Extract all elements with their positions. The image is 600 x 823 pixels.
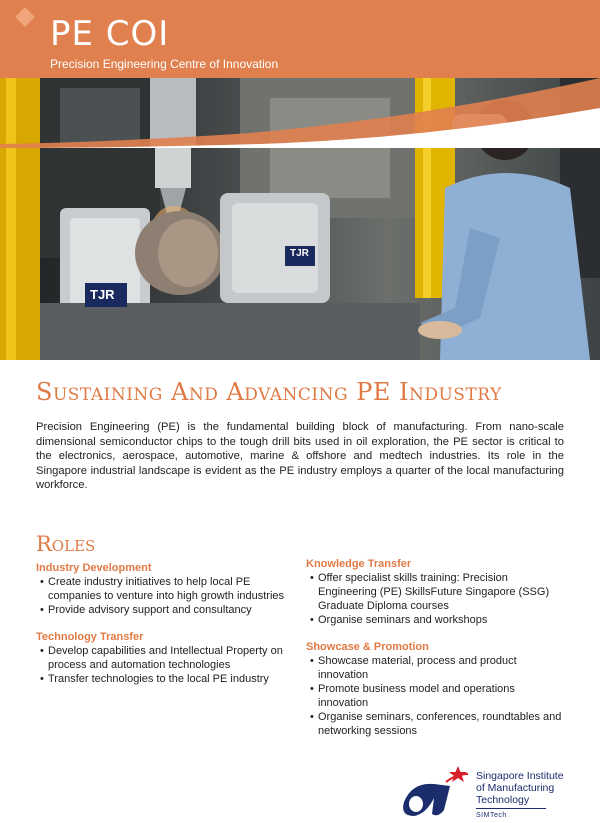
role-section-title: Showcase & Promotion bbox=[306, 641, 429, 653]
role-section-industry-development bbox=[36, 562, 298, 617]
page-title: PE COI bbox=[50, 14, 170, 54]
list-item: • Showcase material, process and product innovation bbox=[306, 654, 568, 682]
list-item: • Create industry initiatives to help local PE companies to venture into high growth industries bbox=[36, 575, 298, 603]
orange-wave-decoration bbox=[0, 78, 600, 148]
a-star-logo-icon bbox=[394, 764, 474, 820]
list-item: • Provide advisory support and consultancy bbox=[36, 603, 298, 617]
machine-brand-label: TJR bbox=[90, 287, 115, 302]
logo-divider bbox=[476, 808, 546, 809]
roles-left-column bbox=[36, 562, 298, 700]
logo-subtext: SIMTech bbox=[476, 812, 507, 819]
list-item: • Organise seminars and workshops bbox=[306, 613, 568, 627]
role-section-showcase-promotion bbox=[306, 641, 568, 738]
role-section-title: Industry Development bbox=[36, 562, 152, 574]
machine-brand-label-small: TJR bbox=[290, 248, 309, 259]
simtech-logo bbox=[394, 764, 584, 820]
roles-heading: Roles bbox=[36, 532, 96, 556]
hero-image bbox=[0, 78, 600, 360]
header-decoration bbox=[15, 7, 35, 27]
role-section-knowledge-transfer bbox=[306, 558, 568, 627]
list-item: • Organise seminars, conferences, roundtables and networking sessions bbox=[306, 710, 568, 738]
logo-line-2: of Manufacturing bbox=[476, 782, 555, 794]
logo-line-3: Technology bbox=[476, 794, 530, 806]
role-section-title: Knowledge Transfer bbox=[306, 558, 412, 570]
role-section-title: Technology Transfer bbox=[36, 631, 144, 643]
list-item: • Transfer technologies to the local PE industry bbox=[36, 672, 298, 686]
list-item: • Offer specialist skills training: Precision Engineering (PE) SkillsFuture Singapore (SSG) Graduate Diploma courses bbox=[306, 571, 568, 613]
header-banner bbox=[0, 0, 600, 78]
role-section-technology-transfer bbox=[36, 631, 298, 686]
logo-line-1: Singapore Institute bbox=[476, 770, 564, 782]
roles-right-column bbox=[306, 558, 568, 752]
list-item: • Develop capabilities and Intellectual Property on process and automation technologies bbox=[36, 644, 298, 672]
list-item: • Promote business model and operations innovation bbox=[306, 682, 568, 710]
intro-paragraph: Precision Engineering (PE) is the fundamental building block of manufacturing. From nano-scale dimensional semiconductor chips to the tough drill bits used in oil exploration, the PE sector is critical to the electronics, aerospace, automotive, marine & offshore and medtech industries. Its role in the Singapore industrial landscape is evident as the PE industry employs a quarter of the local manufacturing workforce. bbox=[36, 421, 564, 491]
logo-text-block bbox=[476, 770, 564, 806]
section-heading: Sustaining And Advancing PE Industry bbox=[36, 378, 502, 406]
page-subtitle: Precision Engineering Centre of Innovation bbox=[50, 57, 279, 71]
